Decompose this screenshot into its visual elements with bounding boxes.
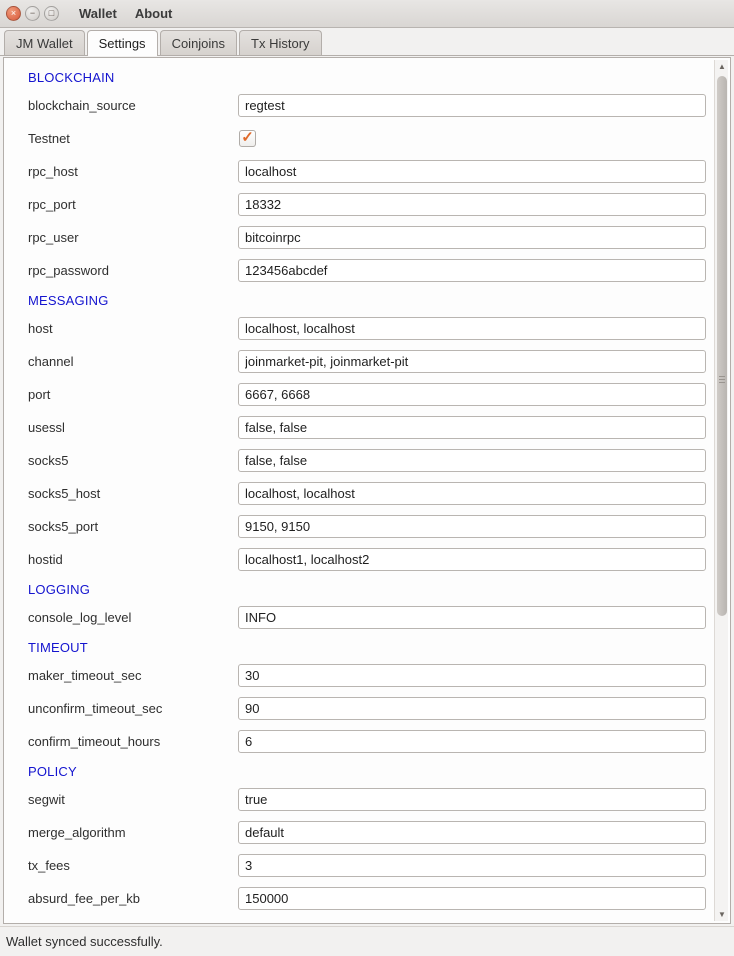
input-rpc_host[interactable] bbox=[238, 160, 706, 183]
setting-field-wrap bbox=[238, 854, 710, 877]
setting-field-wrap bbox=[238, 697, 710, 720]
setting-row bbox=[10, 477, 710, 510]
input-merge_algorithm[interactable] bbox=[238, 821, 706, 844]
tab-jm-wallet[interactable]: JM Wallet bbox=[4, 30, 85, 55]
setting-label-rpc_host: rpc_host bbox=[28, 164, 78, 179]
input-confirm_timeout_hours[interactable] bbox=[238, 730, 706, 753]
input-rpc_password[interactable] bbox=[238, 259, 706, 282]
section-header-timeout: TIMEOUT bbox=[28, 640, 88, 655]
section-header-logging: LOGGING bbox=[28, 582, 91, 597]
setting-row bbox=[10, 89, 710, 122]
setting-label-socks5_host: socks5_host bbox=[28, 486, 101, 501]
maximize-icon[interactable]: □ bbox=[44, 6, 59, 21]
setting-field-wrap bbox=[238, 94, 710, 117]
setting-label-host: host bbox=[28, 321, 53, 336]
setting-label-tx_fees: tx_fees bbox=[28, 858, 70, 873]
setting-label-testnet: Testnet bbox=[28, 131, 70, 146]
input-blockchain_source[interactable] bbox=[238, 94, 706, 117]
setting-row bbox=[10, 659, 710, 692]
setting-field-wrap bbox=[238, 226, 710, 249]
setting-field-wrap bbox=[238, 548, 710, 571]
section-header-policy: POLICY bbox=[28, 764, 77, 779]
setting-label-blockchain_source: blockchain_source bbox=[28, 98, 136, 113]
setting-field-wrap bbox=[238, 193, 710, 216]
settings-panel bbox=[3, 57, 731, 924]
input-console_log_level[interactable] bbox=[238, 606, 706, 629]
setting-row bbox=[10, 849, 710, 882]
check-icon: ✓ bbox=[241, 129, 254, 146]
setting-field-wrap bbox=[238, 664, 710, 687]
setting-row bbox=[10, 312, 710, 345]
setting-label-absurd_fee_per_kb: absurd_fee_per_kb bbox=[28, 891, 141, 906]
setting-label-usessl: usessl bbox=[28, 420, 65, 435]
input-socks5_host[interactable] bbox=[238, 482, 706, 505]
tab-tx-history[interactable]: Tx History bbox=[239, 30, 322, 55]
setting-field-wrap bbox=[238, 606, 710, 629]
setting-label-rpc_user: rpc_user bbox=[28, 230, 79, 245]
scrollbar-grip-icon bbox=[719, 376, 725, 386]
input-rpc_user[interactable] bbox=[238, 226, 706, 249]
setting-row bbox=[10, 254, 710, 287]
setting-row bbox=[10, 378, 710, 411]
setting-field-wrap bbox=[238, 730, 710, 753]
setting-row bbox=[10, 122, 710, 155]
setting-label-hostid: hostid bbox=[28, 552, 63, 567]
setting-field-wrap bbox=[238, 788, 710, 811]
status-message: Wallet synced successfully. bbox=[6, 934, 163, 949]
setting-row bbox=[10, 783, 710, 816]
window-controls bbox=[6, 6, 59, 21]
setting-label-maker_timeout_sec: maker_timeout_sec bbox=[28, 668, 142, 683]
tab-coinjoins[interactable]: Coinjoins bbox=[160, 30, 237, 55]
setting-row bbox=[10, 725, 710, 758]
input-host[interactable] bbox=[238, 317, 706, 340]
setting-label-rpc_port: rpc_port bbox=[28, 197, 76, 212]
setting-field-wrap bbox=[238, 515, 710, 538]
minimize-icon[interactable]: − bbox=[25, 6, 40, 21]
setting-row bbox=[10, 692, 710, 725]
setting-row bbox=[10, 155, 710, 188]
setting-row bbox=[10, 882, 710, 915]
setting-field-wrap bbox=[238, 259, 710, 282]
checkbox-testnet[interactable] bbox=[239, 130, 256, 147]
setting-row bbox=[10, 816, 710, 849]
input-unconfirm_timeout_sec[interactable] bbox=[238, 697, 706, 720]
setting-field-wrap bbox=[238, 130, 710, 147]
input-channel[interactable] bbox=[238, 350, 706, 373]
setting-label-confirm_timeout_hours: confirm_timeout_hours bbox=[28, 734, 161, 749]
setting-row bbox=[10, 510, 710, 543]
setting-field-wrap bbox=[238, 887, 710, 910]
input-usessl[interactable] bbox=[238, 416, 706, 439]
setting-label-rpc_password: rpc_password bbox=[28, 263, 109, 278]
setting-label-unconfirm_timeout_sec: unconfirm_timeout_sec bbox=[28, 701, 163, 716]
input-maker_timeout_sec[interactable] bbox=[238, 664, 706, 687]
setting-label-socks5_port: socks5_port bbox=[28, 519, 99, 534]
setting-label-console_log_level: console_log_level bbox=[28, 610, 132, 625]
menu-item-about[interactable]: About bbox=[134, 6, 173, 21]
close-icon[interactable]: × bbox=[6, 6, 21, 21]
setting-field-wrap bbox=[238, 449, 710, 472]
tab-bar bbox=[0, 28, 734, 56]
setting-row bbox=[10, 345, 710, 378]
scroll-down-icon[interactable]: ▼ bbox=[718, 910, 726, 919]
input-tx_fees[interactable] bbox=[238, 854, 706, 877]
input-socks5[interactable] bbox=[238, 449, 706, 472]
setting-field-wrap bbox=[238, 821, 710, 844]
settings-scroll-area bbox=[10, 64, 710, 917]
setting-label-channel: channel bbox=[28, 354, 74, 369]
vertical-scrollbar[interactable] bbox=[714, 60, 728, 921]
setting-field-wrap bbox=[238, 416, 710, 439]
setting-label-segwit: segwit bbox=[28, 792, 65, 807]
setting-row bbox=[10, 543, 710, 576]
input-segwit[interactable] bbox=[238, 788, 706, 811]
input-port[interactable] bbox=[238, 383, 706, 406]
setting-row bbox=[10, 188, 710, 221]
menu-bar bbox=[77, 5, 174, 22]
title-bar bbox=[0, 0, 734, 28]
setting-field-wrap bbox=[238, 383, 710, 406]
setting-label-port: port bbox=[28, 387, 51, 402]
status-bar bbox=[0, 926, 734, 956]
setting-row bbox=[10, 221, 710, 254]
setting-field-wrap bbox=[238, 482, 710, 505]
setting-label-socks5: socks5 bbox=[28, 453, 69, 468]
setting-row bbox=[10, 601, 710, 634]
setting-row bbox=[10, 444, 710, 477]
setting-field-wrap bbox=[238, 160, 710, 183]
setting-label-merge_algorithm: merge_algorithm bbox=[28, 825, 126, 840]
input-socks5_port[interactable] bbox=[238, 515, 706, 538]
section-header-blockchain: BLOCKCHAIN bbox=[28, 70, 115, 85]
scrollbar-thumb[interactable] bbox=[717, 76, 727, 616]
section-header-messaging: MESSAGING bbox=[28, 293, 109, 308]
settings-list bbox=[10, 64, 710, 915]
input-hostid[interactable] bbox=[238, 548, 706, 571]
input-absurd_fee_per_kb[interactable] bbox=[238, 887, 706, 910]
setting-row bbox=[10, 411, 710, 444]
input-rpc_port[interactable] bbox=[238, 193, 706, 216]
scroll-up-icon[interactable]: ▲ bbox=[718, 62, 726, 71]
setting-field-wrap bbox=[238, 350, 710, 373]
menu-item-wallet[interactable]: Wallet bbox=[79, 6, 117, 21]
setting-field-wrap bbox=[238, 317, 710, 340]
tab-settings[interactable]: Settings bbox=[87, 30, 158, 56]
